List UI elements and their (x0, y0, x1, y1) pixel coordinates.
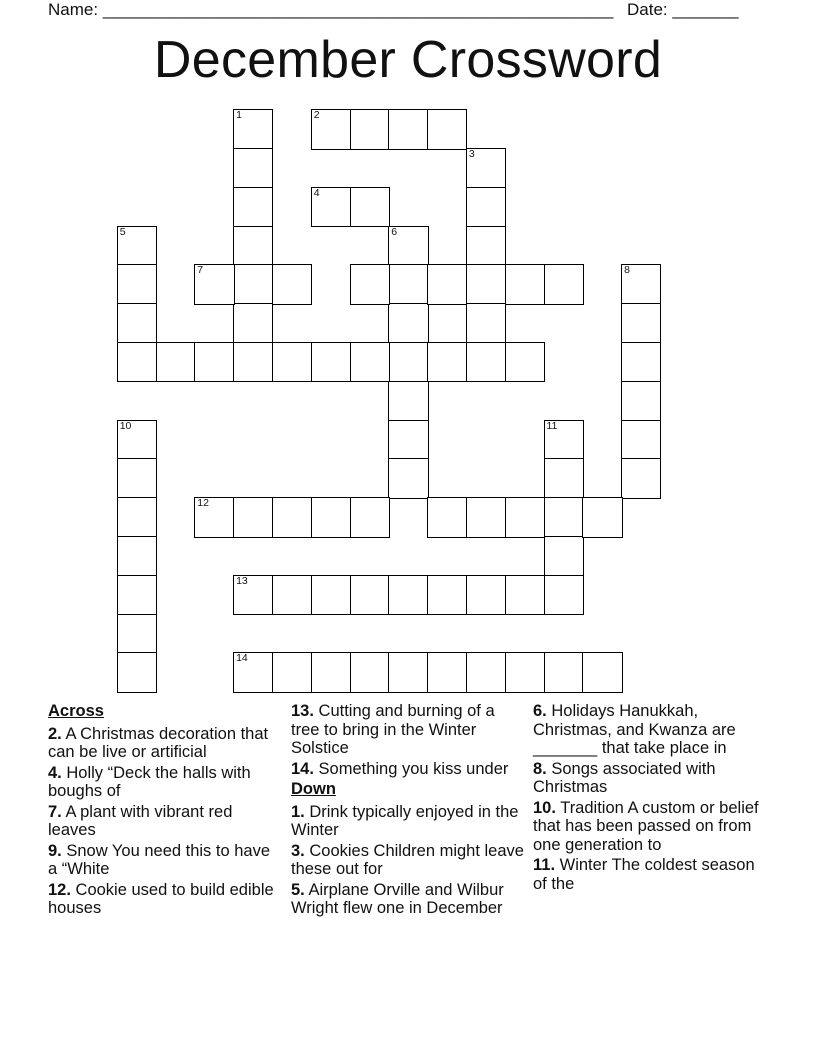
grid-cell[interactable] (544, 536, 584, 576)
grid-cell[interactable] (233, 575, 273, 615)
name-field-label: Name: ______________________________________________________ (48, 0, 614, 19)
clue-text: Something you kiss under (313, 759, 509, 778)
grid-cell[interactable] (388, 342, 428, 382)
grid-cell[interactable] (621, 458, 661, 498)
grid-cell[interactable] (466, 303, 506, 343)
clue-text: Snow You need this to have a “White (48, 841, 271, 878)
clue-number: 12 (197, 497, 209, 510)
clue-text: Songs associated with Christmas (533, 759, 716, 796)
clue-item (48, 842, 282, 879)
grid-cell[interactable] (544, 575, 584, 615)
grid-cell[interactable] (388, 458, 428, 498)
grid-cell[interactable] (117, 420, 157, 460)
clue-text: A Christmas decoration that can be live or artificial (48, 724, 269, 761)
grid-cell[interactable] (388, 303, 428, 343)
grid-cell[interactable] (388, 264, 428, 304)
grid-cell[interactable] (233, 342, 273, 382)
clue-number: 14. (291, 759, 314, 778)
grid-cell[interactable] (505, 652, 545, 692)
grid-cell[interactable] (621, 420, 661, 460)
grid-cell[interactable] (117, 652, 157, 692)
clue-item (533, 799, 767, 855)
across-heading: Across (48, 702, 104, 720)
grid-cell[interactable] (466, 652, 506, 692)
grid-cell[interactable] (466, 342, 506, 382)
grid-cell[interactable] (233, 226, 273, 266)
grid-cell[interactable] (505, 575, 545, 615)
clue-column-1 (48, 702, 282, 920)
grid-cell[interactable] (388, 226, 428, 266)
clue-item (533, 702, 767, 758)
clue-number: 5. (291, 880, 305, 899)
grid-cell[interactable] (350, 264, 390, 304)
grid-cell[interactable] (194, 497, 234, 537)
grid-cell[interactable] (311, 342, 351, 382)
grid-cell[interactable] (311, 187, 351, 227)
grid-cell[interactable] (233, 303, 273, 343)
grid-cell[interactable] (427, 497, 467, 537)
clue-number: 1 (236, 109, 242, 122)
grid-cell[interactable] (233, 187, 273, 227)
grid-cell[interactable] (466, 575, 506, 615)
clue-text: Cookie used to build edible houses (48, 880, 274, 917)
clue-number: 3. (291, 841, 305, 860)
grid-cell[interactable] (388, 381, 428, 421)
grid-cell[interactable] (427, 109, 467, 149)
grid-cell[interactable] (427, 652, 467, 692)
grid-cell[interactable] (233, 109, 273, 149)
grid-cell[interactable] (233, 652, 273, 692)
grid-cell[interactable] (117, 303, 157, 343)
clue-item (533, 760, 767, 797)
clue-number: 11 (546, 419, 558, 432)
grid-cell[interactable] (350, 497, 390, 537)
clue-column-2 (291, 702, 525, 920)
grid-cell[interactable] (621, 342, 661, 382)
grid-cell[interactable] (117, 226, 157, 266)
clue-number: 14 (236, 652, 248, 665)
grid-cell[interactable] (311, 575, 351, 615)
clue-number: 4 (313, 186, 320, 199)
clue-item (48, 764, 282, 801)
grid-cell[interactable] (350, 342, 390, 382)
clue-text: Tradition A custom or belief that has been passed on from one generation to (533, 798, 759, 854)
clue-number: 5 (119, 225, 126, 238)
clue-number: 13. (291, 702, 314, 720)
grid-cell[interactable] (233, 264, 273, 304)
grid-cell[interactable] (582, 497, 622, 537)
down-heading: Down (291, 780, 336, 798)
clue-number: 7. (48, 802, 62, 821)
clue-number: 6. (533, 702, 547, 720)
grid-cell[interactable] (505, 497, 545, 537)
clue-text: Holly “Deck the halls with boughs of (48, 763, 251, 800)
grid-cell[interactable] (505, 264, 545, 304)
grid-cell[interactable] (427, 342, 467, 382)
clue-number: 6 (391, 225, 398, 238)
clue-number: 13 (236, 574, 248, 587)
grid-cell[interactable] (272, 652, 312, 692)
clue-number: 9. (48, 841, 62, 860)
grid-cell[interactable] (466, 148, 506, 188)
grid-cell[interactable] (466, 264, 506, 304)
clue-item (533, 856, 767, 893)
grid-cell[interactable] (621, 264, 661, 304)
grid-cell[interactable] (544, 458, 584, 498)
clue-number: 8 (624, 264, 630, 277)
grid-cell[interactable] (388, 420, 428, 460)
grid-cell[interactable] (544, 264, 584, 304)
grid-cell[interactable] (117, 497, 157, 537)
grid-cell[interactable] (466, 187, 506, 227)
grid-cell[interactable] (311, 109, 351, 149)
grid-cell[interactable] (311, 652, 351, 692)
grid-cell[interactable] (272, 264, 312, 304)
clue-item (291, 842, 525, 879)
clue-number: 11. (533, 856, 556, 874)
clue-number: 10 (119, 419, 132, 432)
grid-cell[interactable] (544, 497, 584, 537)
clue-column-3 (533, 702, 767, 895)
clue-text: Drink typically enjoyed in the Winter (291, 802, 519, 839)
clue-text: Cutting and burning of a tree to bring in the Winter Solstice (291, 702, 495, 757)
grid-cell[interactable] (544, 420, 584, 460)
clue-number: 8. (533, 759, 547, 778)
grid-cell[interactable] (117, 614, 157, 654)
clue-number: 4. (48, 763, 62, 782)
clue-number: 7 (197, 264, 204, 277)
grid-cell[interactable] (156, 342, 196, 382)
grid-cell[interactable] (194, 342, 234, 382)
grid-cell[interactable] (350, 109, 390, 149)
clue-number: 10. (533, 798, 556, 817)
grid-cell[interactable] (117, 575, 157, 615)
grid-cell[interactable] (427, 575, 467, 615)
grid-cell[interactable] (582, 652, 622, 692)
grid-cell[interactable] (350, 575, 390, 615)
grid-cell[interactable] (350, 652, 390, 692)
grid-cell[interactable] (388, 652, 428, 692)
grid-cell[interactable] (272, 575, 312, 615)
grid-cell[interactable] (194, 264, 234, 304)
date-field-label: Date: _______ (627, 0, 739, 19)
grid-cell[interactable] (505, 342, 545, 382)
grid-cell[interactable] (388, 109, 428, 149)
grid-cell[interactable] (117, 536, 157, 576)
clue-text: Holidays Hanukkah, Christmas, and Kwanza are _______ that take place in (533, 702, 736, 757)
grid-cell[interactable] (427, 264, 467, 304)
grid-cell[interactable] (311, 497, 351, 537)
grid-cell[interactable] (272, 497, 312, 537)
clue-item (291, 803, 525, 840)
clue-number: 2 (313, 109, 320, 122)
clue-number: 1. (291, 802, 305, 821)
grid-cell[interactable] (466, 497, 506, 537)
clue-item (48, 803, 282, 840)
clue-text: Winter The coldest season of the (533, 856, 755, 893)
grid-cell[interactable] (350, 187, 390, 227)
clue-item (291, 760, 525, 779)
grid-cell[interactable] (272, 342, 312, 382)
grid-cell[interactable] (544, 652, 584, 692)
clue-text: Airplane Orville and Wilbur Wright flew one in December (291, 880, 504, 917)
clue-number: 2. (48, 724, 62, 743)
clue-number: 12. (48, 880, 71, 899)
grid-cell[interactable] (466, 226, 506, 266)
grid-cell[interactable] (233, 497, 273, 537)
grid-cell[interactable] (621, 381, 661, 421)
grid-cell[interactable] (117, 264, 157, 304)
grid-cell[interactable] (117, 458, 157, 498)
grid-cell[interactable] (621, 303, 661, 343)
grid-cell[interactable] (388, 575, 428, 615)
clue-text: Cookies Children might leave these out for (291, 841, 524, 878)
clue-text: A plant with vibrant red leaves (48, 802, 233, 839)
grid-cell[interactable] (117, 342, 157, 382)
page-title: December Crossword (153, 31, 663, 89)
grid-cell[interactable] (233, 148, 273, 188)
clue-item (48, 881, 282, 918)
clue-number: 3 (468, 148, 475, 160)
clue-item (48, 725, 282, 762)
clue-item (291, 881, 525, 918)
clue-item (291, 702, 525, 758)
